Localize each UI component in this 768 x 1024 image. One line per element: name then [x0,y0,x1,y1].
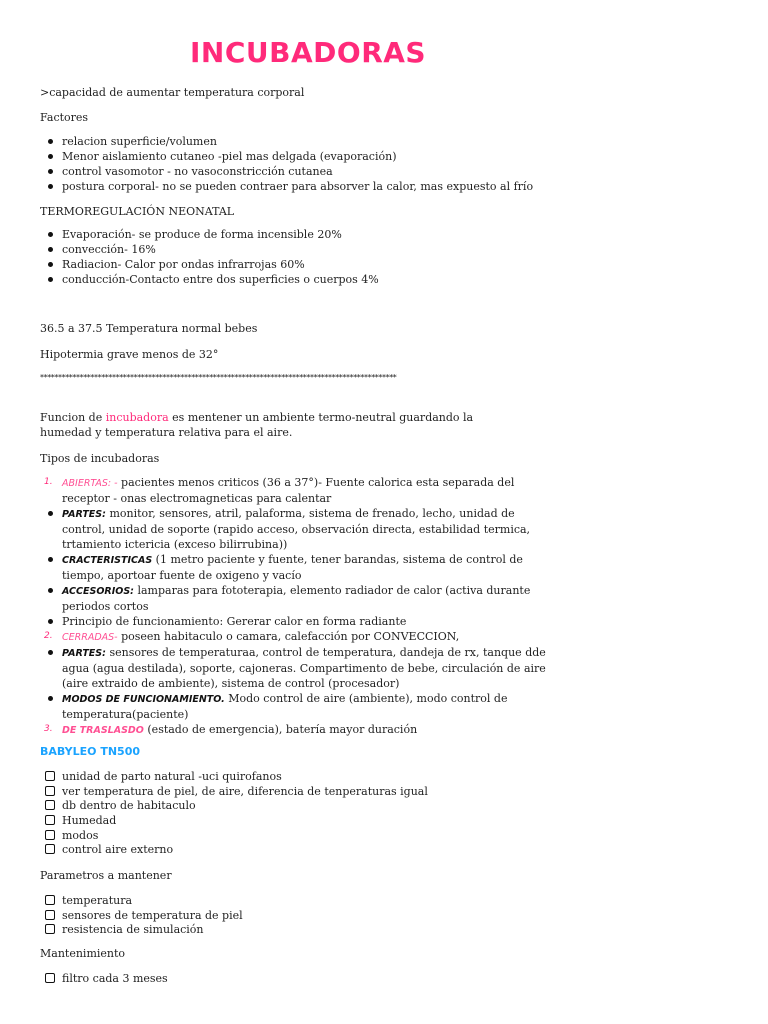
list-item [40,475,560,506]
normal-temp-line: 36.5 a 37.5 Temperatura normal bebes [40,322,258,335]
cerradas-label: CERRADAS- [62,632,118,643]
traslado-label: DE TRASLASDO [62,725,144,736]
hipotermia-line: Hipotermia grave menos de 32° [40,348,219,361]
factores-heading: Factores [40,111,89,124]
list-item [40,583,560,614]
modos-text: Modo control de aire (ambiente), modo control de temperatura(paciente) [62,692,508,721]
list-item: postura corporal- no se pueden contraer para absorver la calor, mas expuesto al frío [40,179,533,194]
list-item: convección- 16% [40,242,379,257]
funcion-pre: Funcion de [40,411,106,424]
partes-label: PARTES: [62,509,106,520]
separator-stars: *************************************************************************************************** [40,373,397,382]
item-number: 2. [44,631,53,641]
factores-list [40,134,533,194]
list-item [40,722,560,738]
list-item [40,629,560,645]
babyleo-heading: BABYLEO TN500 [40,745,141,758]
checklist-item[interactable]: sensores de temperatura de piel [40,908,243,923]
list-item [40,506,560,552]
item-number: 3. [44,724,53,734]
intro-line: >capacidad de aumentar temperatura corporal [40,86,305,99]
checklist-item[interactable]: filtro cada 3 meses [40,971,168,986]
checklist-item[interactable]: unidad de parto natural -uci quirofanos [40,769,428,784]
tipos-list [40,475,560,738]
checklist-item[interactable]: temperatura [40,893,243,908]
partes-label: PARTES: [62,648,106,659]
list-item: conducción-Contacto entre dos superficies o cuerpos 4% [40,272,379,287]
checklist-item[interactable]: db dentro de habitaculo [40,798,428,813]
page-title: INCUBADORAS [190,36,427,69]
accesorios-text: lamparas para fototerapia, elemento radiador de calor (activa durante periodos cortos [62,584,531,613]
mantenimiento-checklist [40,971,168,986]
abiertas-text: pacientes menos criticos (36 a 37°)- Fuente calorica esta separada del receptor - onas electromagneticas para calentar [62,476,515,505]
list-item: Radiacion- Calor por ondas infrarrojas 60% [40,257,379,272]
traslado-text: (estado de emergencia), batería mayor duración [143,723,418,736]
parametros-checklist [40,893,243,937]
list-item: Evaporación- se produce de forma incensible 20% [40,227,379,242]
babyleo-checklist [40,769,428,857]
tipos-heading: Tipos de incubadoras [40,452,160,465]
item-number: 1. [44,477,53,487]
list-item: control vasomotor - no vasoconstricción cutanea [40,164,533,179]
partes-text: monitor, sensores, atril, palaforma, sistema de frenado, lecho, unidad de control, unidad de soporte (rapido acceso, observación directa, estabilidad termica, trtamiento ictericia (exceso bilirrubina)) [62,507,531,551]
list-item [40,645,560,691]
list-item: Menor aislamiento cutaneo -piel mas delgada (evaporación) [40,149,533,164]
caracteristicas-label: CRACTERISTICAS [62,555,153,566]
caracteristicas-text: (1 metro paciente y fuente, tener barandas, sistema de control de tiempo, aportoar fuente de oxigeno y vacío [62,553,523,582]
list-item [40,552,560,583]
checklist-item[interactable]: ver temperatura de piel, de aire, diferencia de tenperaturas igual [40,784,428,799]
termo-heading: TERMOREGULACIÓN NEONATAL [40,205,235,218]
accesorios-label: ACCESORIOS: [62,586,134,597]
parametros-heading: Parametros a mantener [40,869,172,882]
abiertas-label: ABIERTAS: - [62,478,118,489]
partes-text: sensores de temperaturaa, control de temperatura, dandeja de rx, tanque dde agua (agua destilada), soporte, cajoneras. Compartimento de bebe, circulación de aire (aire extraido de ambiente), sistema de control (procesador) [62,646,546,690]
termo-list [40,227,379,287]
checklist-item[interactable]: resistencia de simulación [40,922,243,937]
checklist-item[interactable]: control aire externo [40,842,428,857]
checklist-item[interactable]: Humedad [40,813,428,828]
list-item [40,691,560,722]
checklist-item[interactable]: modos [40,828,428,843]
list-item: relacion superficie/volumen [40,134,533,149]
mantenimiento-heading: Mantenimiento [40,947,126,960]
modos-label: MODOS DE FUNCIONAMIENTO. [62,694,225,705]
list-item: Principio de funcionamiento: Gererar calor en forma radiante [40,614,560,629]
funcion-post: es mentener un ambiente termo-neutral guardando la humedad y temperatura relativa para el aire. [40,411,474,439]
funcion-paragraph [40,410,510,440]
cerradas-text: poseen habitaculo o camara, calefacción por CONVECCION, [117,630,460,643]
funcion-highlight: incubadora [105,411,169,424]
